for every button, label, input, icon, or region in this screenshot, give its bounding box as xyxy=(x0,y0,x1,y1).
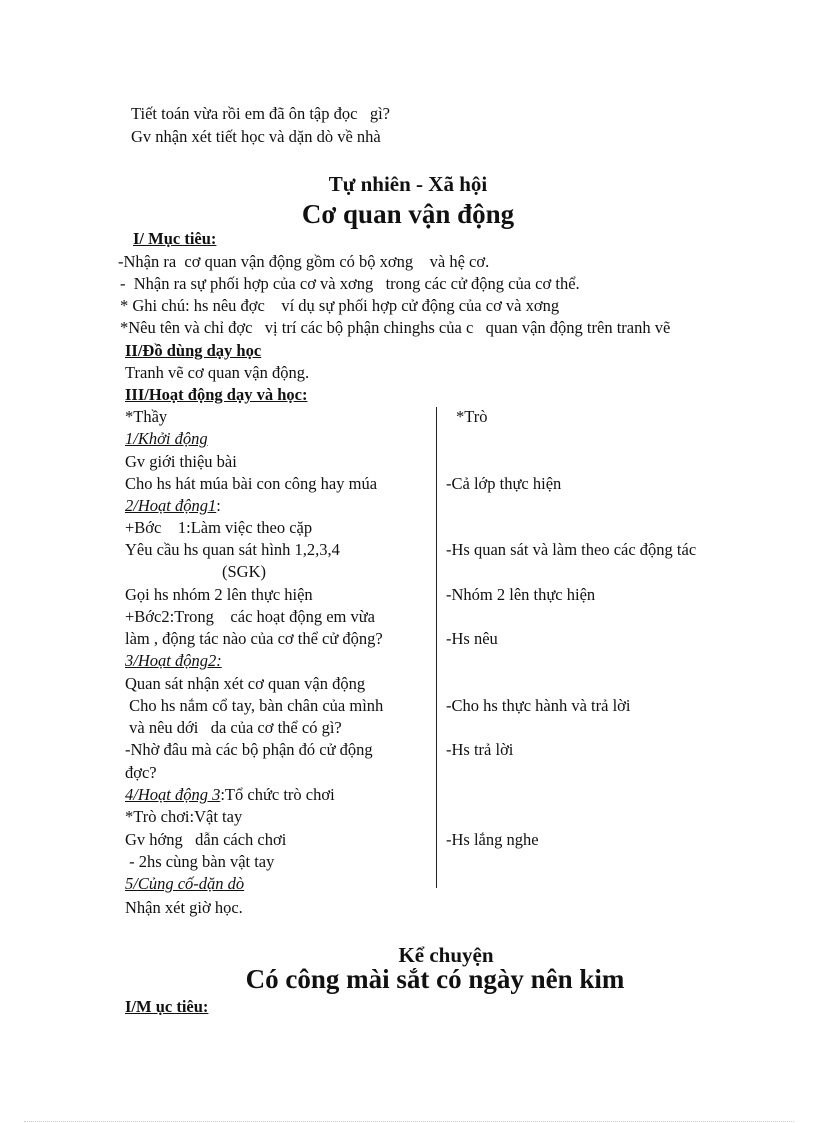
teacher-line: +Bớc2:Trong các hoạt động em vừa xyxy=(125,607,375,626)
lesson1-title: Cơ quan vận động xyxy=(301,199,515,229)
student-line: -Hs nêu xyxy=(446,629,498,648)
activity-4-suffix: :Tổ chức trò chơi xyxy=(220,785,335,804)
activity-5-heading: 5/Củng cố-dặn dò xyxy=(125,874,245,893)
student-line: -Hs trả lời xyxy=(446,740,514,759)
teacher-line: *Trò chơi:Vật tay xyxy=(125,807,243,826)
student-header: *Trò xyxy=(456,407,488,426)
student-line: -Hs quan sát và làm theo các động tác xyxy=(446,540,697,559)
intro-line-2: Gv nhận xét tiết học và dặn dò về nhà xyxy=(131,127,381,146)
activities-heading: III/Hoạt động dạy và học: xyxy=(125,385,308,404)
activity-4-label: 4/Hoạt động 3 xyxy=(125,785,221,804)
activity-2-suffix: : xyxy=(216,496,221,515)
teacher-line: đợc? xyxy=(125,763,157,782)
teacher-line: +Bớc 1:Làm việc theo cặp xyxy=(125,518,313,537)
objectives-heading: I/ Mục tiêu: xyxy=(133,229,217,248)
objective-4: *Nêu tên và chỉ đợc vị trí các bộ phận chinghs của c quan vận động trên tranh vẽ xyxy=(120,318,671,337)
teacher-header: *Thầy xyxy=(125,407,168,426)
lesson2-objectives-heading: I/M ục tiêu: xyxy=(125,997,209,1016)
teacher-line: Gọi hs nhóm 2 lên thực hiện xyxy=(125,585,313,604)
teacher-line: Quan sát nhận xét cơ quan vận động xyxy=(125,674,366,693)
intro-line-1: Tiết toán vừa rồi em đã ôn tập đọc gì? xyxy=(131,104,390,123)
activity-1-heading: 1/Khởi động xyxy=(125,429,208,448)
materials-text: Tranh vẽ cơ quan vận động. xyxy=(125,363,310,382)
materials-heading: II/Đồ dùng dạy học xyxy=(125,341,262,360)
teacher-line: (SGK) xyxy=(222,562,266,581)
column-divider xyxy=(436,407,437,888)
activity-3-heading: 3/Hoạt động2: xyxy=(125,651,222,670)
lesson2-title: Có công mài sắt có ngày nên kim xyxy=(245,964,625,994)
objective-1: -Nhận ra cơ quan vận động gồm có bộ xơng và hệ cơ. xyxy=(118,252,490,271)
student-line: -Hs lắng nghe xyxy=(446,830,539,849)
teacher-line: Cho hs nắm cổ tay, bàn chân của mình xyxy=(125,696,384,715)
teacher-line: - 2hs cùng bàn vật tay xyxy=(125,852,275,871)
objective-3: * Ghi chú: hs nêu đợc ví dụ sự phối hợp cử động của cơ và xơng xyxy=(120,296,560,315)
teacher-line: Gv giới thiệu bài xyxy=(125,452,237,471)
objective-2: - Nhận ra sự phối hợp của cơ và xơng trong các cử động của cơ thể. xyxy=(120,274,580,293)
teacher-line: Yêu cầu hs quan sát hình 1,2,3,4 xyxy=(125,540,340,559)
lesson2-subject: Kể chuyện xyxy=(398,943,494,967)
activity-2-label: 2/Hoạt động1 xyxy=(125,496,217,515)
teacher-line: Cho hs hát múa bài con công hay múa xyxy=(125,474,378,493)
activity-2-heading xyxy=(125,496,221,516)
closing-line: Nhận xét giờ học. xyxy=(125,898,243,917)
lesson1-subject: Tự nhiên - Xã hội xyxy=(328,172,488,196)
teacher-line: Gv hớng dẫn cách chơi xyxy=(125,830,287,849)
teacher-line: -Nhờ đâu mà các bộ phận đó cử động xyxy=(125,740,373,759)
activity-4-heading xyxy=(125,785,335,805)
student-line: -Nhóm 2 lên thực hiện xyxy=(446,585,596,604)
teacher-line: làm , động tác nào của cơ thể cử động? xyxy=(125,629,383,648)
student-line: -Cho hs thực hành và trả lời xyxy=(446,696,631,715)
page-bottom-border xyxy=(24,1121,794,1122)
student-line: -Cả lớp thực hiện xyxy=(446,474,562,493)
teacher-line: và nêu dới da của cơ thể có gì? xyxy=(125,718,342,737)
